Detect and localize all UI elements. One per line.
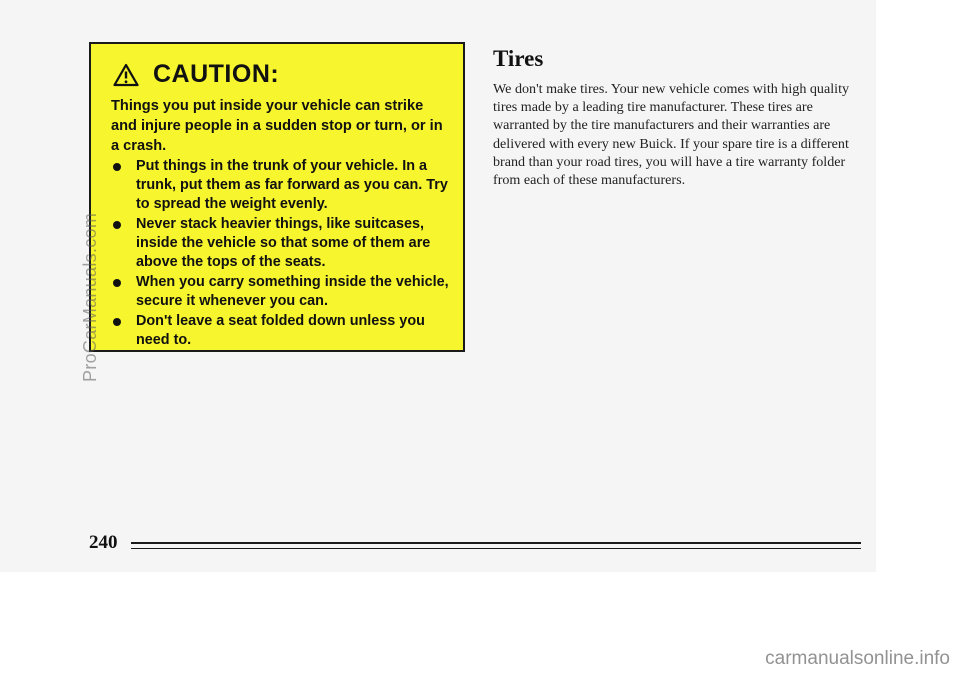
bullet-dot-icon <box>113 221 121 229</box>
caution-bullet <box>111 215 453 272</box>
caution-bullet-text: Put things in the trunk of your vehicle. In a trunk, put them as far forward as you can. Try to spread the weight evenly. <box>136 158 448 212</box>
footer-rule-thin <box>131 548 861 549</box>
bullet-dot-icon <box>113 163 121 171</box>
caution-bullet-text: Never stack heavier things, like suitcases, inside the vehicle so that some of them are above the tops of the seats. <box>136 216 431 270</box>
bottom-watermark: carmanualsonline.info <box>765 648 950 669</box>
section-body: We don't make tires. Your new vehicle comes with high quality tires made by a leading tire manufacturer. These tires are warranted by the tire manufacturers and their warranties are delivered with every new Buick. If your spare tire is a different brand than your road tires, you will have a tire warranty folder from each of these manufacturers. <box>493 81 850 189</box>
caution-bullet <box>111 273 453 311</box>
caution-bullet-text: When you carry something inside the vehicle, secure it whenever you can. <box>136 274 449 309</box>
caution-intro: Things you put inside your vehicle can strike and injure people in a sudden stop or turn, or in a crash. <box>111 98 443 154</box>
caution-bullet <box>111 312 453 350</box>
caution-bullet-list <box>111 157 453 351</box>
caution-bullet-text: Don't leave a seat folded down unless you need to. <box>136 313 425 348</box>
page-footer <box>89 532 861 562</box>
warning-triangle-icon <box>113 63 139 87</box>
caution-box <box>89 42 465 352</box>
bullet-dot-icon <box>113 318 121 326</box>
bullet-dot-icon <box>113 279 121 287</box>
page-number: 240 <box>89 532 118 553</box>
caution-title: CAUTION: <box>153 60 280 88</box>
section-title: Tires <box>493 46 544 71</box>
caution-header <box>113 60 279 89</box>
side-watermark: ProCarManuals.com <box>80 212 100 382</box>
footer-rule <box>131 542 861 544</box>
caution-bullet <box>111 157 453 214</box>
